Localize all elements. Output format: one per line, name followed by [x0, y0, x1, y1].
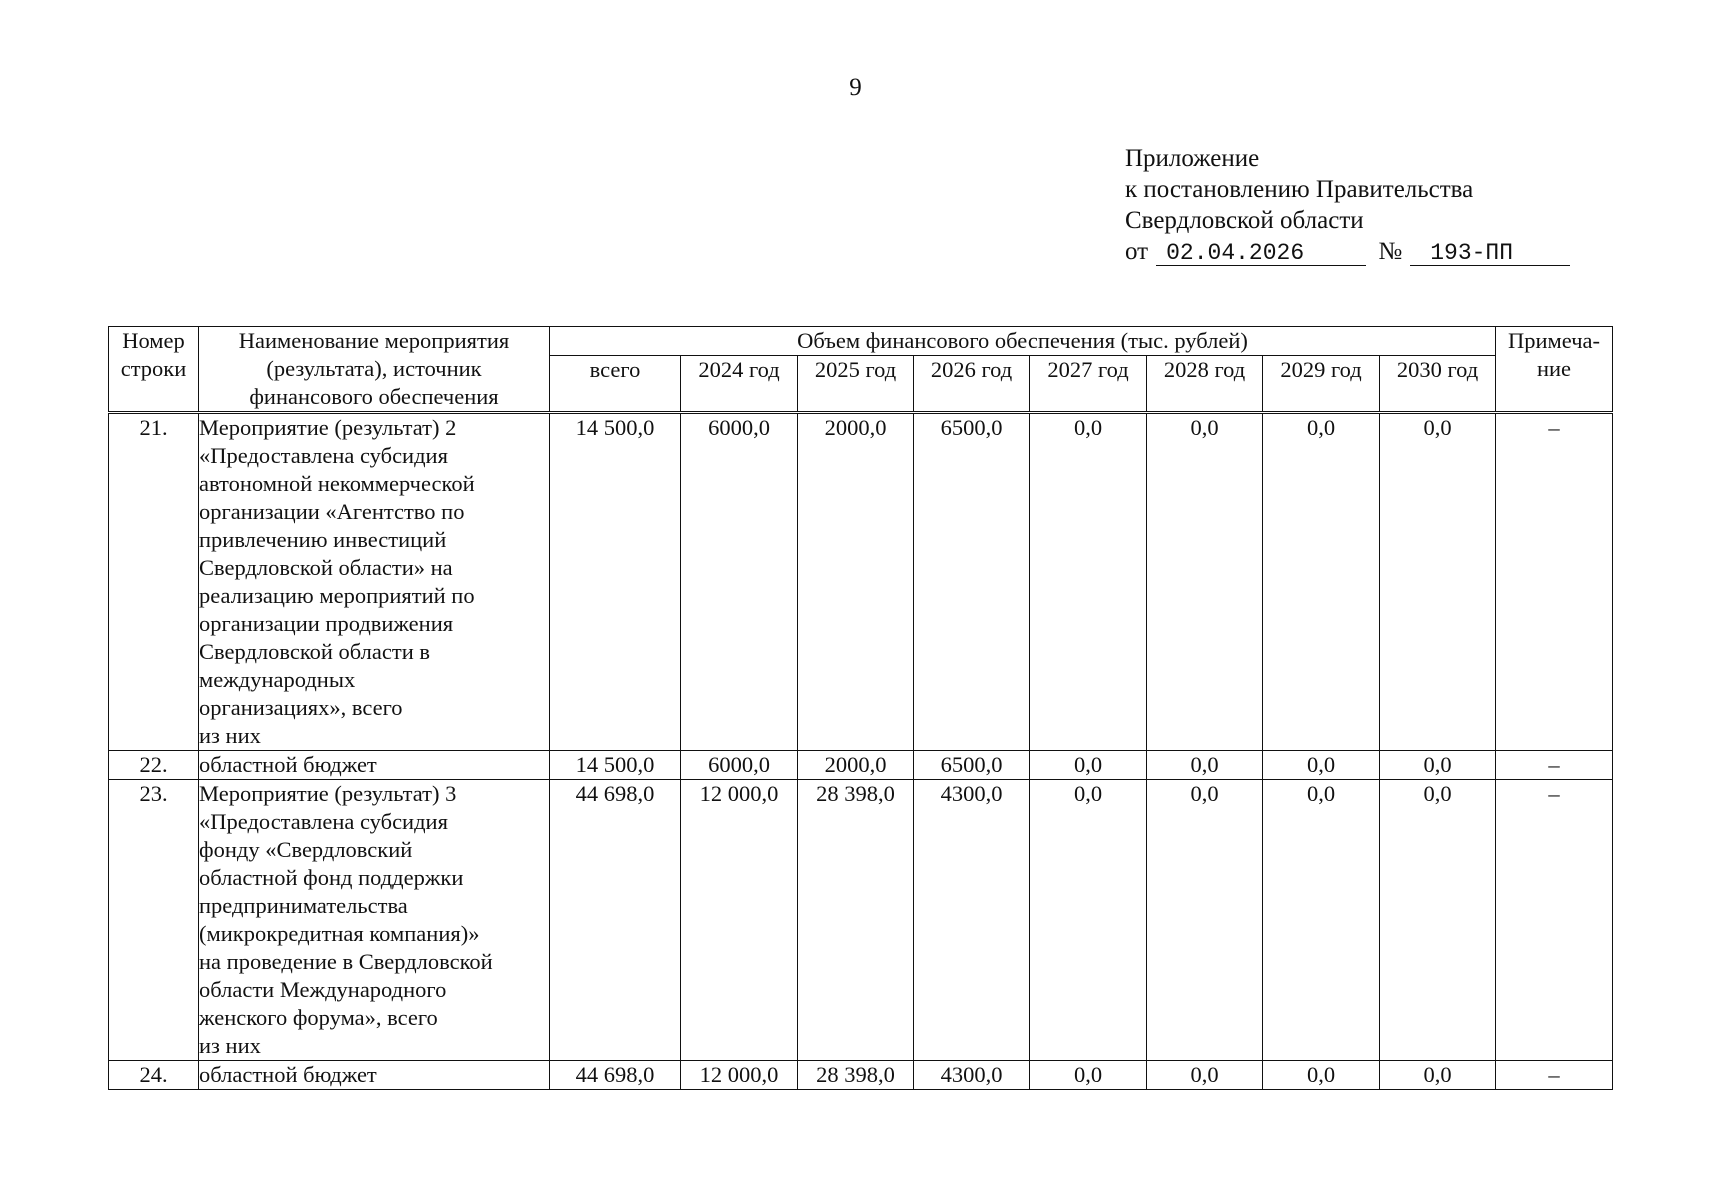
name-line: (микрокредитная компания)»: [199, 921, 480, 946]
year-value-cell: 6000,0: [681, 751, 798, 780]
appendix-date-line: [1125, 236, 1570, 267]
date-prefix: от: [1125, 238, 1149, 265]
table-row: [109, 780, 1613, 1061]
year-value-cell: 28 398,0: [798, 1061, 914, 1090]
name-line: на проведение в Свердловской: [199, 949, 493, 974]
header-row-number-line: Номер: [122, 328, 185, 353]
name-line: из них: [199, 723, 261, 748]
total-cell: 44 698,0: [550, 780, 681, 1061]
year-value-cell: 6500,0: [914, 413, 1030, 751]
year-value-cell: 2000,0: [798, 751, 914, 780]
header-year: 2024 год: [681, 356, 798, 413]
row-name-cell: [199, 413, 550, 751]
year-value-cell: 6500,0: [914, 751, 1030, 780]
year-value-cell: 0,0: [1380, 751, 1496, 780]
row-number-cell: 23.: [109, 780, 199, 1061]
header-volume: Объем финансового обеспечения (тыс. рублей): [550, 327, 1496, 356]
year-value-cell: 6000,0: [681, 413, 798, 751]
year-value-cell: 0,0: [1030, 1061, 1147, 1090]
year-value-cell: 4300,0: [914, 780, 1030, 1061]
header-total: всего: [550, 356, 681, 413]
year-value-cell: 0,0: [1147, 413, 1263, 751]
name-line: «Предоставлена субсидия: [199, 443, 448, 468]
resolution-date: 02.04.2026: [1156, 241, 1366, 266]
header-year: 2030 год: [1380, 356, 1496, 413]
year-value-cell: 0,0: [1147, 780, 1263, 1061]
year-value-cell: 0,0: [1030, 780, 1147, 1061]
name-line: привлечению инвестиций: [199, 527, 447, 552]
year-value-cell: 0,0: [1380, 413, 1496, 751]
name-line: предпринимательства: [199, 893, 408, 918]
year-value-cell: 28 398,0: [798, 780, 914, 1061]
year-value-cell: 0,0: [1147, 1061, 1263, 1090]
name-line: организации «Агентство по: [199, 499, 465, 524]
header-year: 2028 год: [1147, 356, 1263, 413]
name-line: Мероприятие (результат) 2: [199, 415, 457, 440]
header-note-line: ние: [1536, 356, 1572, 381]
appendix-block: [1125, 143, 1570, 267]
row-name-cell: [199, 780, 550, 1061]
year-value-cell: 0,0: [1147, 751, 1263, 780]
header-row-number: [109, 327, 199, 413]
row-name-cell: [199, 1061, 550, 1090]
name-line: «Предоставлена субсидия: [199, 809, 448, 834]
table-row: [109, 751, 1613, 780]
number-sign: №: [1378, 238, 1403, 265]
row-number-cell: 24.: [109, 1061, 199, 1090]
name-line: Свердловской области в: [199, 639, 431, 664]
total-cell: 14 500,0: [550, 413, 681, 751]
year-value-cell: 4300,0: [914, 1061, 1030, 1090]
year-value-cell: 0,0: [1380, 1061, 1496, 1090]
year-value-cell: 0,0: [1263, 1061, 1380, 1090]
name-line: организации продвижения: [199, 611, 454, 636]
header-year: 2025 год: [798, 356, 914, 413]
year-value-cell: 0,0: [1263, 780, 1380, 1061]
name-line: организациях», всего: [199, 695, 403, 720]
total-cell: 44 698,0: [550, 1061, 681, 1090]
appendix-line-1: Приложение: [1125, 145, 1260, 172]
header-note: [1496, 327, 1613, 413]
year-value-cell: 0,0: [1030, 751, 1147, 780]
name-line: областной бюджет: [199, 1062, 377, 1087]
header-year: 2029 год: [1263, 356, 1380, 413]
header-name-line: Наименование мероприятия: [238, 328, 510, 353]
name-line: женского форума», всего: [199, 1005, 438, 1030]
resolution-number: 193-ПП: [1410, 241, 1570, 266]
name-line: области Международного: [199, 977, 447, 1002]
note-cell: –: [1496, 413, 1613, 751]
name-line: автономной некоммерческой: [199, 471, 475, 496]
name-line: Свердловской области» на: [199, 555, 453, 580]
year-value-cell: 0,0: [1380, 780, 1496, 1061]
year-value-cell: 12 000,0: [681, 1061, 798, 1090]
row-name-cell: [199, 751, 550, 780]
header-row-number-line: строки: [120, 356, 187, 381]
note-cell: –: [1496, 751, 1613, 780]
financing-table: [108, 326, 1613, 1090]
note-cell: –: [1496, 780, 1613, 1061]
year-value-cell: 2000,0: [798, 413, 914, 751]
header-name: [199, 327, 550, 413]
header-year: 2026 год: [914, 356, 1030, 413]
row-number-cell: 22.: [109, 751, 199, 780]
year-value-cell: 12 000,0: [681, 780, 798, 1061]
header-year: 2027 год: [1030, 356, 1147, 413]
name-line: фонду «Свердловский: [199, 837, 413, 862]
total-cell: 14 500,0: [550, 751, 681, 780]
table-row: [109, 413, 1613, 751]
table-row: [109, 1061, 1613, 1090]
header-name-line: (результата), источник: [266, 356, 482, 381]
appendix-line-2: к постановлению Правительства: [1125, 176, 1474, 203]
appendix-line-3: Свердловской области: [1125, 207, 1364, 234]
name-line: Мероприятие (результат) 3: [199, 781, 457, 806]
name-line: реализацию мероприятий по: [199, 583, 475, 608]
header-name-line: финансового обеспечения: [249, 384, 499, 409]
header-note-line: Примеча-: [1508, 328, 1600, 353]
page-number: 9: [849, 74, 862, 101]
name-line: областной фонд поддержки: [199, 865, 464, 890]
year-value-cell: 0,0: [1263, 413, 1380, 751]
year-value-cell: 0,0: [1263, 751, 1380, 780]
note-cell: –: [1496, 1061, 1613, 1090]
name-line: областной бюджет: [199, 752, 377, 777]
year-value-cell: 0,0: [1030, 413, 1147, 751]
row-number-cell: 21.: [109, 413, 199, 751]
name-line: международных: [199, 667, 356, 692]
name-line: из них: [199, 1033, 261, 1058]
